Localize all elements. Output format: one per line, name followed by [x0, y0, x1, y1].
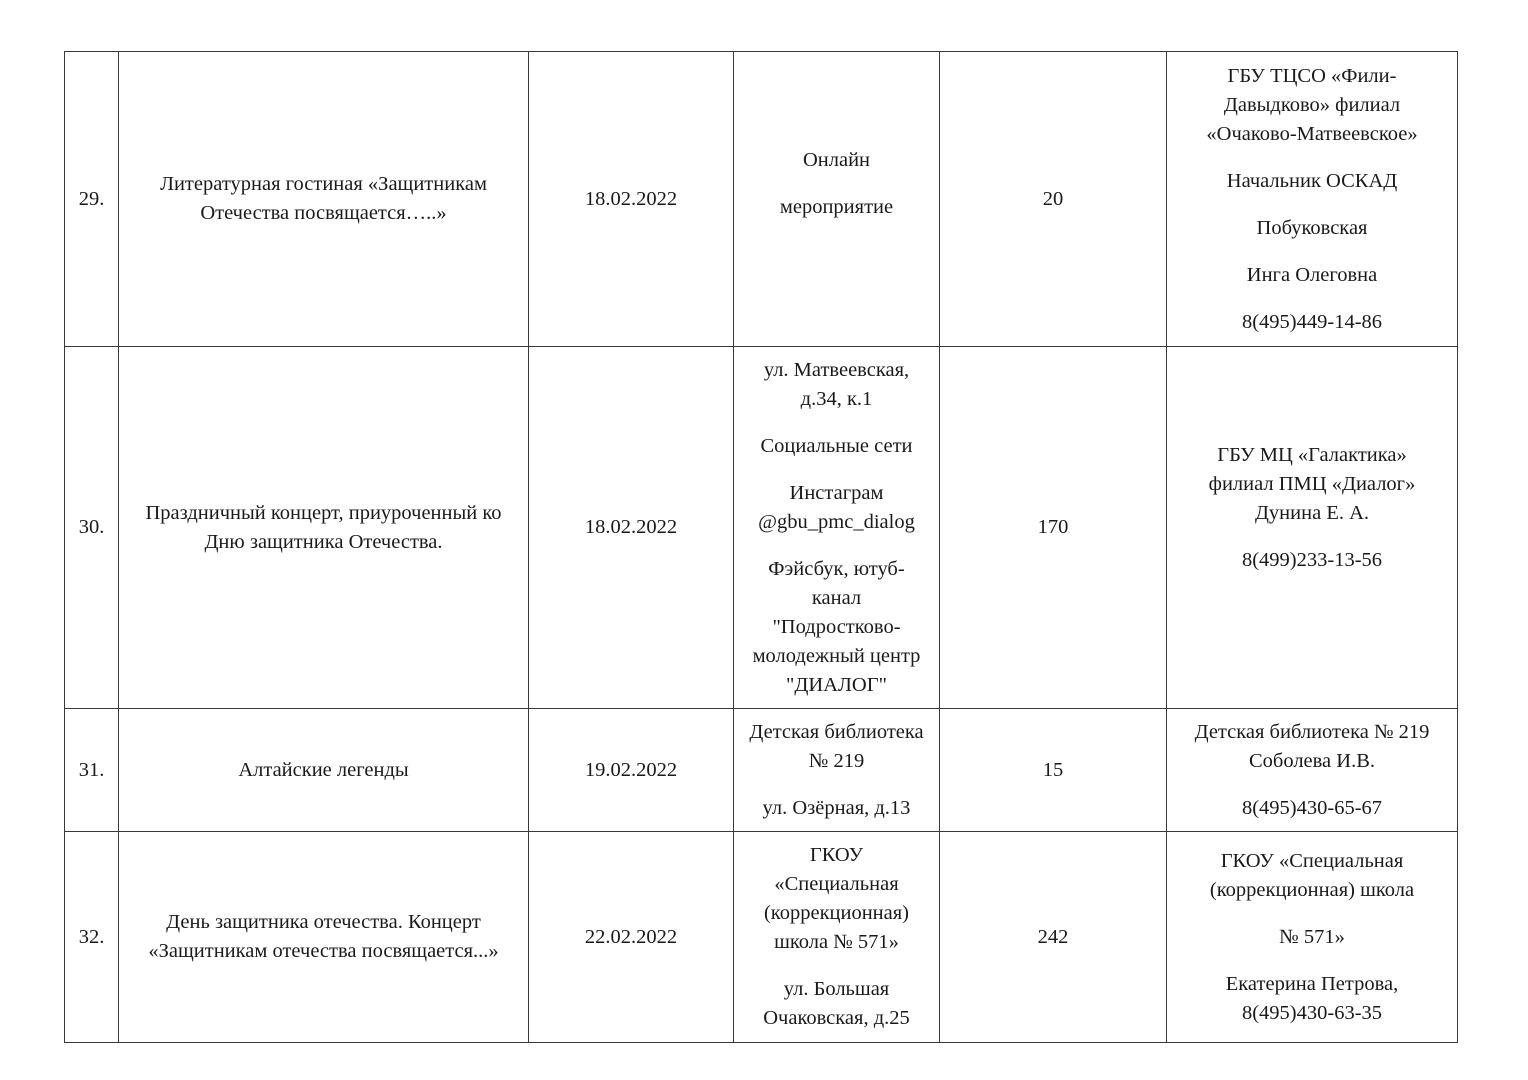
- table-row: [65, 709, 1458, 832]
- event-date: 19.02.2022: [529, 709, 734, 832]
- organizer: ГБУ МЦ «Галактика» филиал ПМЦ «Диалог» Дунина Е. А. 8(499)233-13-56: [1167, 347, 1458, 709]
- event-place: Онлайн мероприятие: [734, 52, 940, 347]
- event-date: 18.02.2022: [529, 52, 734, 347]
- event-place: ГКОУ «Специальная (коррекционная) школа № 571» ул. Большая Очаковская, д.25: [734, 832, 940, 1043]
- participant-count: 15: [940, 709, 1167, 832]
- row-number: 31.: [65, 709, 119, 832]
- event-place: ул. Матвеевская, д.34, к.1 Социальные сети Инстаграм @gbu_pmc_dialog Фэйсбук, ютуб- канал "Подростково- молодежный центр "ДИАЛОГ": [734, 347, 940, 709]
- organizer: Детская библиотека № 219 Соболева И.В. 8(495)430-65-67: [1167, 709, 1458, 832]
- participant-count: 170: [940, 347, 1167, 709]
- event-name: Алтайские легенды: [119, 709, 529, 832]
- organizer: ГБУ ТЦСО «Фили- Давыдково» филиал «Очаково-Матвеевское» Начальник ОСКАД Побуковская Инга Олеговна 8(495)449-14-86: [1167, 52, 1458, 347]
- event-name: Праздничный концерт, приуроченный ко Дню защитника Отечества.: [119, 347, 529, 709]
- event-name: День защитника отечества. Концерт «Защитникам отечества посвящается...»: [119, 832, 529, 1043]
- event-date: 22.02.2022: [529, 832, 734, 1043]
- events-table: [64, 51, 1458, 1043]
- organizer: ГКОУ «Специальная (коррекционная) школа № 571» Екатерина Петрова, 8(495)430-63-35: [1167, 832, 1458, 1043]
- event-name: Литературная гостиная «Защитникам Отечества посвящается…..»: [119, 52, 529, 347]
- table-row: [65, 832, 1458, 1043]
- participant-count: 20: [940, 52, 1167, 347]
- table-row: [65, 52, 1458, 347]
- row-number: 29.: [65, 52, 119, 347]
- row-number: 30.: [65, 347, 119, 709]
- participant-count: 242: [940, 832, 1167, 1043]
- event-place: Детская библиотека № 219 ул. Озёрная, д.13: [734, 709, 940, 832]
- row-number: 32.: [65, 832, 119, 1043]
- event-date: 18.02.2022: [529, 347, 734, 709]
- table-row: [65, 347, 1458, 709]
